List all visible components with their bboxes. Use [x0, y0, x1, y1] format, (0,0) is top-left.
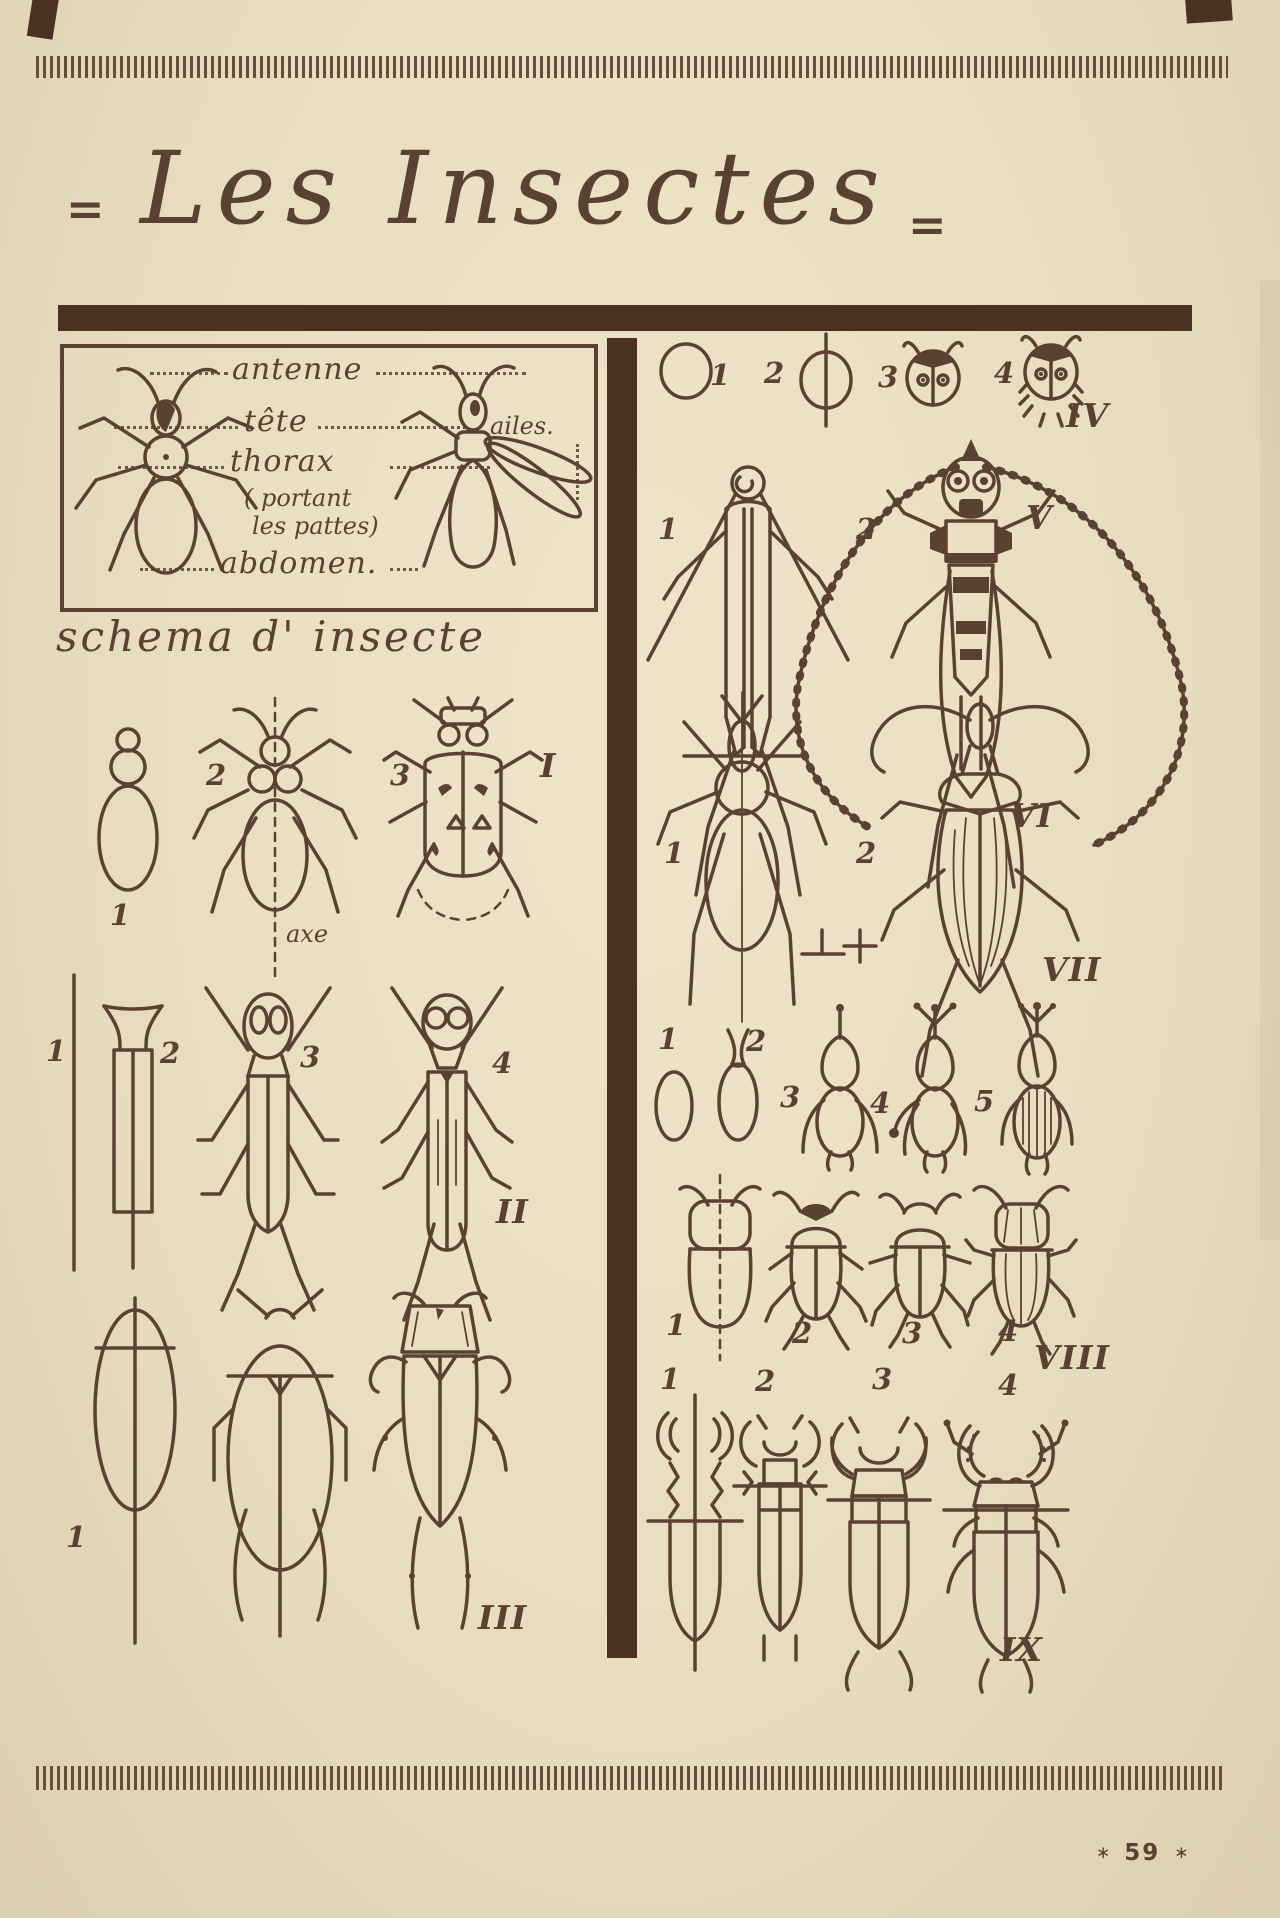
sequence-III-step1-drawing	[90, 1298, 180, 1643]
leader-dots	[390, 568, 418, 571]
sequence-IV-step2-drawing	[798, 334, 854, 426]
sequence-IV-step1-drawing	[658, 342, 714, 400]
label-tete: tête	[244, 404, 308, 439]
title-flourish-left: =	[66, 182, 105, 236]
sequence-II-step4-drawing	[372, 980, 522, 1325]
sequence-VIII-step4-drawing	[962, 1178, 1080, 1353]
step-number: 4	[998, 1368, 1019, 1402]
step-number: 1	[658, 512, 679, 546]
sequence-II-step2-drawing	[98, 998, 168, 1270]
sequence-numeral-I: I	[540, 746, 557, 785]
step-number: 3	[780, 1080, 801, 1114]
top-hatched-border	[36, 56, 1228, 78]
sequence-numeral-VI: VI	[1010, 796, 1054, 835]
step-number: 2	[160, 1036, 181, 1070]
sequence-I-step3-drawing	[378, 692, 548, 922]
sequence-III-step3-drawing	[360, 1286, 520, 1641]
leader-dots	[318, 426, 466, 429]
step-number: 1	[660, 1362, 681, 1396]
sequence-I-step2-drawing	[190, 698, 360, 978]
leader-dots	[376, 372, 526, 375]
page-title: Les Insectes	[140, 130, 890, 247]
sequence-IX-step2-drawing	[728, 1398, 833, 1658]
sequence-II-step1-drawing	[64, 975, 84, 1270]
corner-print-mark-top-right	[1185, 0, 1233, 24]
sequence-numeral-IV: IV	[1066, 396, 1110, 435]
label-ailes: ailes.	[490, 412, 554, 440]
step-number: 2	[755, 1364, 776, 1398]
step-number: 3	[878, 360, 899, 394]
label-antenne: antenne	[232, 352, 363, 387]
leader-dots	[140, 568, 214, 571]
leader-dots-vertical	[576, 444, 579, 500]
axis-label: axe	[286, 920, 329, 948]
step-number: 3	[872, 1362, 893, 1396]
step-number: 4	[870, 1086, 891, 1120]
step-number: 2	[764, 356, 785, 390]
step-number: 2	[856, 512, 877, 546]
leader-dots	[118, 466, 224, 469]
column-divider	[607, 338, 637, 1658]
sequence-numeral-II: II	[496, 1192, 529, 1231]
corner-print-mark-top-left	[27, 0, 60, 40]
leader-dots	[114, 426, 238, 429]
step-number: 1	[66, 1520, 87, 1554]
label-abdomen: abdomen.	[220, 546, 378, 581]
sequence-numeral-VIII: VIII	[1034, 1338, 1110, 1377]
step-number: 2	[856, 836, 877, 870]
sequence-numeral-III: III	[478, 1598, 528, 1637]
step-number: 2	[792, 1316, 813, 1350]
sequence-IV-step3-drawing	[902, 336, 964, 408]
page-edge-shade	[1260, 280, 1280, 1240]
step-number: 2	[746, 1024, 767, 1058]
leader-dots	[390, 466, 490, 469]
sequence-III-step2-drawing	[210, 1288, 350, 1638]
step-number: 4	[998, 1314, 1019, 1348]
page-number-block	[1096, 1840, 1189, 1866]
schema-winged-insect-drawing	[388, 352, 596, 607]
sequence-II-step3-drawing	[196, 982, 341, 1312]
page-number-mark-left: ∗	[1096, 1843, 1111, 1863]
title-rule	[58, 305, 1192, 331]
schema-caption: schema d' insecte	[56, 612, 487, 661]
sequence-VII-step2-drawing	[712, 1028, 764, 1146]
label-thorax-note-1: ( portant	[244, 484, 352, 512]
sequence-IX-step3-drawing	[822, 1398, 937, 1688]
page-number-mark-right: ∗	[1174, 1843, 1189, 1863]
step-number: 5	[974, 1084, 995, 1118]
step-number: 3	[902, 1316, 923, 1350]
step-number: 4	[994, 356, 1015, 390]
title-flourish-right: =	[908, 198, 947, 252]
step-number: 2	[206, 758, 227, 792]
step-number: 4	[492, 1046, 513, 1080]
step-number: 1	[46, 1034, 67, 1068]
bottom-hatched-border	[36, 1766, 1226, 1790]
step-number: 1	[658, 1022, 679, 1056]
step-number: 1	[710, 358, 731, 392]
label-thorax-note-2: les pattes)	[252, 512, 379, 540]
sequence-I-step1-drawing	[92, 726, 164, 896]
sequence-VII-step1-drawing	[650, 1058, 698, 1146]
sequence-VII-step5-drawing	[990, 998, 1085, 1173]
page-number: 59	[1124, 1840, 1161, 1866]
sequence-numeral-V: V	[1026, 498, 1053, 537]
sequence-numeral-VII: VII	[1042, 950, 1102, 989]
step-number: 3	[300, 1040, 321, 1074]
sequence-numeral-IX: IX	[1000, 1630, 1044, 1669]
leader-dots	[150, 372, 228, 375]
label-thorax: thorax	[230, 444, 335, 479]
axis-cross-mark	[798, 920, 878, 970]
sequence-VII-step4-drawing	[885, 1000, 985, 1172]
step-number: 3	[390, 758, 411, 792]
step-number: 1	[110, 898, 131, 932]
sequence-VIII-step2-drawing	[760, 1185, 870, 1350]
step-number: 1	[664, 836, 685, 870]
step-number: 1	[666, 1308, 687, 1342]
